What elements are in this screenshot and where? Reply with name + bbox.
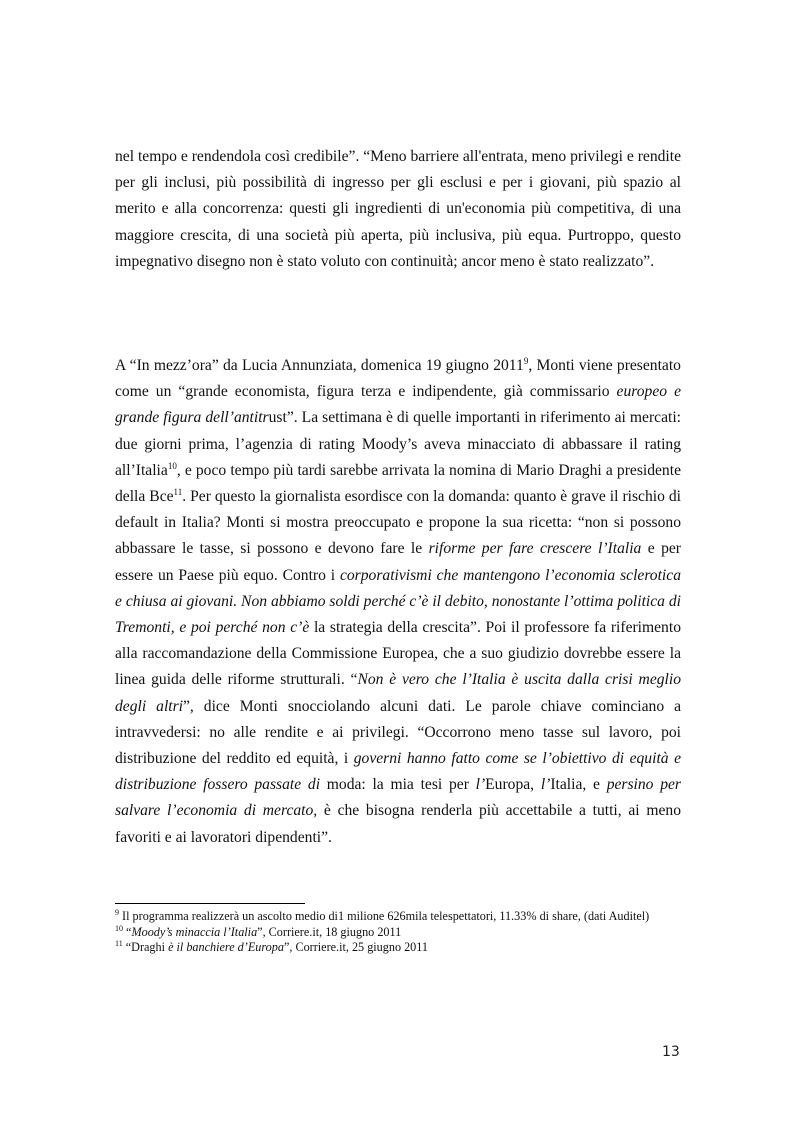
paragraph-1 — [115, 144, 681, 275]
p2-text: e per essere un Paese più equo. Contro i — [115, 540, 681, 584]
p2-text: , e poco tempo più tardi sarebbe arrivata la nomina di Mario Draghi a presidente della Bce — [115, 461, 681, 506]
p2-italic: corporativismi che mantengono l’economia sclerotica e chiusa ai giovani. Non abbiamo soldi perché c’è il debito, nonostante l’ottima politica di Tremonti, e poi perché non c’è — [115, 566, 681, 637]
footnote-title: è il banchiere d’Europa — [168, 940, 284, 955]
p2-italic: governi hanno fatto come se l’obiettivo di equità e distribuzione fossero passate di — [115, 750, 681, 794]
footnote-ref-10[interactable]: 10 — [167, 460, 177, 471]
p2-italic: Non è vero che l’Italia è uscita dalla crisi meglio degli altri — [115, 671, 681, 715]
footnote-number: 10 — [115, 923, 123, 933]
footnote-text: “Draghi — [122, 940, 169, 955]
footnote-number: 9 — [115, 907, 119, 917]
p2-italic: l’ — [475, 776, 486, 794]
footnote-title: Moody’s minaccia l’Italia — [131, 924, 258, 939]
p2-text: Italia, e — [550, 776, 607, 794]
p2-italic: riforme per fare crescere l’Italia — [428, 540, 642, 558]
p2-text: è che bisogna renderla più accettabile a tutti, ai meno favoriti e ai lavoratori dipendenti”. — [115, 802, 682, 846]
p2-text: ”, dice Monti snocciolando alcuni dati. Le parole chiave cominciano a intravvedersi: no alle rendite e ai privilegi. “Occorrono meno tasse sul lavoro, poi distribuzione del reddito ed equità, i — [115, 697, 681, 768]
p2-text: . Per questo la giornalista esordisce con la domanda: quanto è grave il rischio di default in Italia? Monti si mostra preoccupato e propone la sua ricetta: “non si possono abbassare le tasse, si possono e devono fare le — [115, 488, 682, 558]
p2-text: moda: la mia tesi per — [320, 776, 476, 794]
p2-italic: persino per salvare l’economia di mercato, — [115, 776, 681, 820]
paragraph-2 — [115, 353, 681, 851]
p2-text: Europa, — [485, 776, 541, 794]
p2-italic: europeo e grande figura dell’antitr — [115, 383, 681, 427]
footnote-number: 11 — [115, 939, 123, 949]
page-number: 13 — [662, 1044, 680, 1060]
footnote-10 — [115, 925, 681, 941]
footnote-ref-11[interactable]: 11 — [173, 486, 183, 497]
footnote-text: “ — [123, 924, 132, 939]
p2-text: ust”. La settimana è di quelle importanti in riferimento ai mercati: due giorni prima, l’agenzia di rating Moody’s aveva minacciato di abbassare il rating all’Italia — [115, 409, 681, 479]
footnote-text: Il programma realizzerà un ascolto medio di1 milione 626mila telespettatori, 11.33% di share, (dati Auditel) — [119, 909, 650, 923]
p2-text: A “In mezz’ora” da Lucia Annunziata, domenica 19 giugno 2011 — [115, 357, 524, 374]
footnote-separator — [115, 903, 305, 904]
paragraph-1-text: nel tempo e rendendola così credibile”. “Meno barriere all'entrata, meno privilegi e rendite per gli inclusi, più possibilità di ingresso per gli esclusi e per i giovani, più spazio al merito e alla concorrenza: questi gli ingredienti di un'economia più competitiva, di una maggiore crescita, di una società più aperta, più inclusiva, più equa. Purtroppo, questo impegnativo disegno non è stato voluto con continuità; ancor meno è stato realizzato”. — [115, 148, 681, 270]
footnote-9 — [115, 909, 681, 925]
footnote-11 — [115, 940, 681, 956]
footnote-text: ”, Corriere.it, 18 giugno 2011 — [257, 924, 402, 939]
footnotes — [115, 909, 681, 956]
footnote-text: ”, Corriere.it, 25 giugno 2011 — [283, 940, 429, 955]
footnote-ref-9[interactable]: 9 — [523, 355, 529, 366]
p2-italic: l’ — [540, 776, 551, 794]
p2-text: la strategia della crescita”. Poi il professore fa riferimento alla raccomandazione della Commissione Europea, che a suo giudizio dovrebbe essere la linea guida delle riforme strutturali. “ — [115, 619, 681, 689]
p2-text: , Monti viene presentato come un “grande economista, figura terza e indipendente, già commissario — [115, 357, 681, 401]
